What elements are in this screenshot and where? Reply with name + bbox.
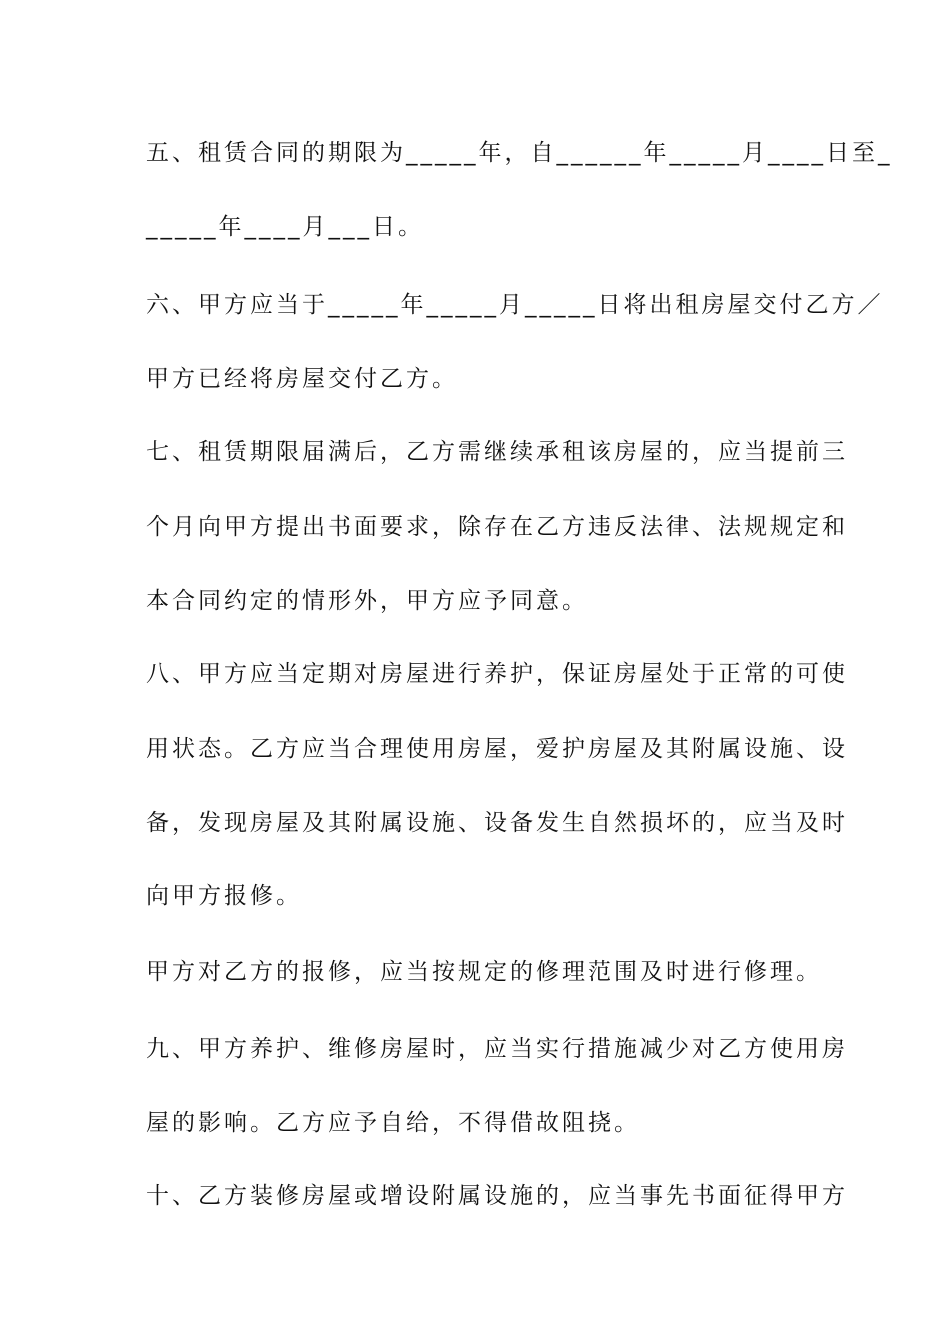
clause-9-line-1: 九、甲方养护、维修房屋时，应当实行措施减少对乙方使用房: [146, 1036, 848, 1062]
clause-8-line-4: 向甲方报修。: [146, 883, 302, 909]
clause-8-line-3: 备，发现房屋及其附属设施、设备发生自然损坏的，应当及时: [146, 810, 848, 836]
clause-8-paragraph-2: 甲方对乙方的报修，应当按规定的修理范围及时进行修理。: [146, 959, 822, 985]
clause-8-line-2: 用状态。乙方应当合理使用房屋，爱护房屋及其附属设施、设: [146, 736, 848, 762]
clause-8-line-1: 八、甲方应当定期对房屋进行养护，保证房屋处于正常的可使: [146, 661, 848, 687]
clause-10-line-1: 十、乙方装修房屋或增设附属设施的，应当事先书面征得甲方: [146, 1183, 848, 1209]
clause-5-line-1: 五、租赁合同的期限为_____年，自______年_____月____日至_: [146, 140, 893, 166]
clause-7-line-3: 本合同约定的情形外，甲方应予同意。: [146, 588, 588, 614]
clause-6-line-2: 甲方已经将房屋交付乙方。: [146, 366, 458, 392]
clause-7-line-2: 个月向甲方提出书面要求，除存在乙方违反法律、法规规定和: [146, 514, 848, 540]
clause-6-line-1: 六、甲方应当于_____年_____月_____日将出租房屋交付乙方／: [146, 292, 884, 318]
clause-5-line-2: _____年____月___日。: [146, 214, 424, 240]
clause-9-line-2: 屋的影响。乙方应予自给，不得借故阻挠。: [146, 1110, 640, 1136]
clause-7-line-1: 七、租赁期限届满后，乙方需继续承租该房屋的，应当提前三: [146, 439, 848, 465]
